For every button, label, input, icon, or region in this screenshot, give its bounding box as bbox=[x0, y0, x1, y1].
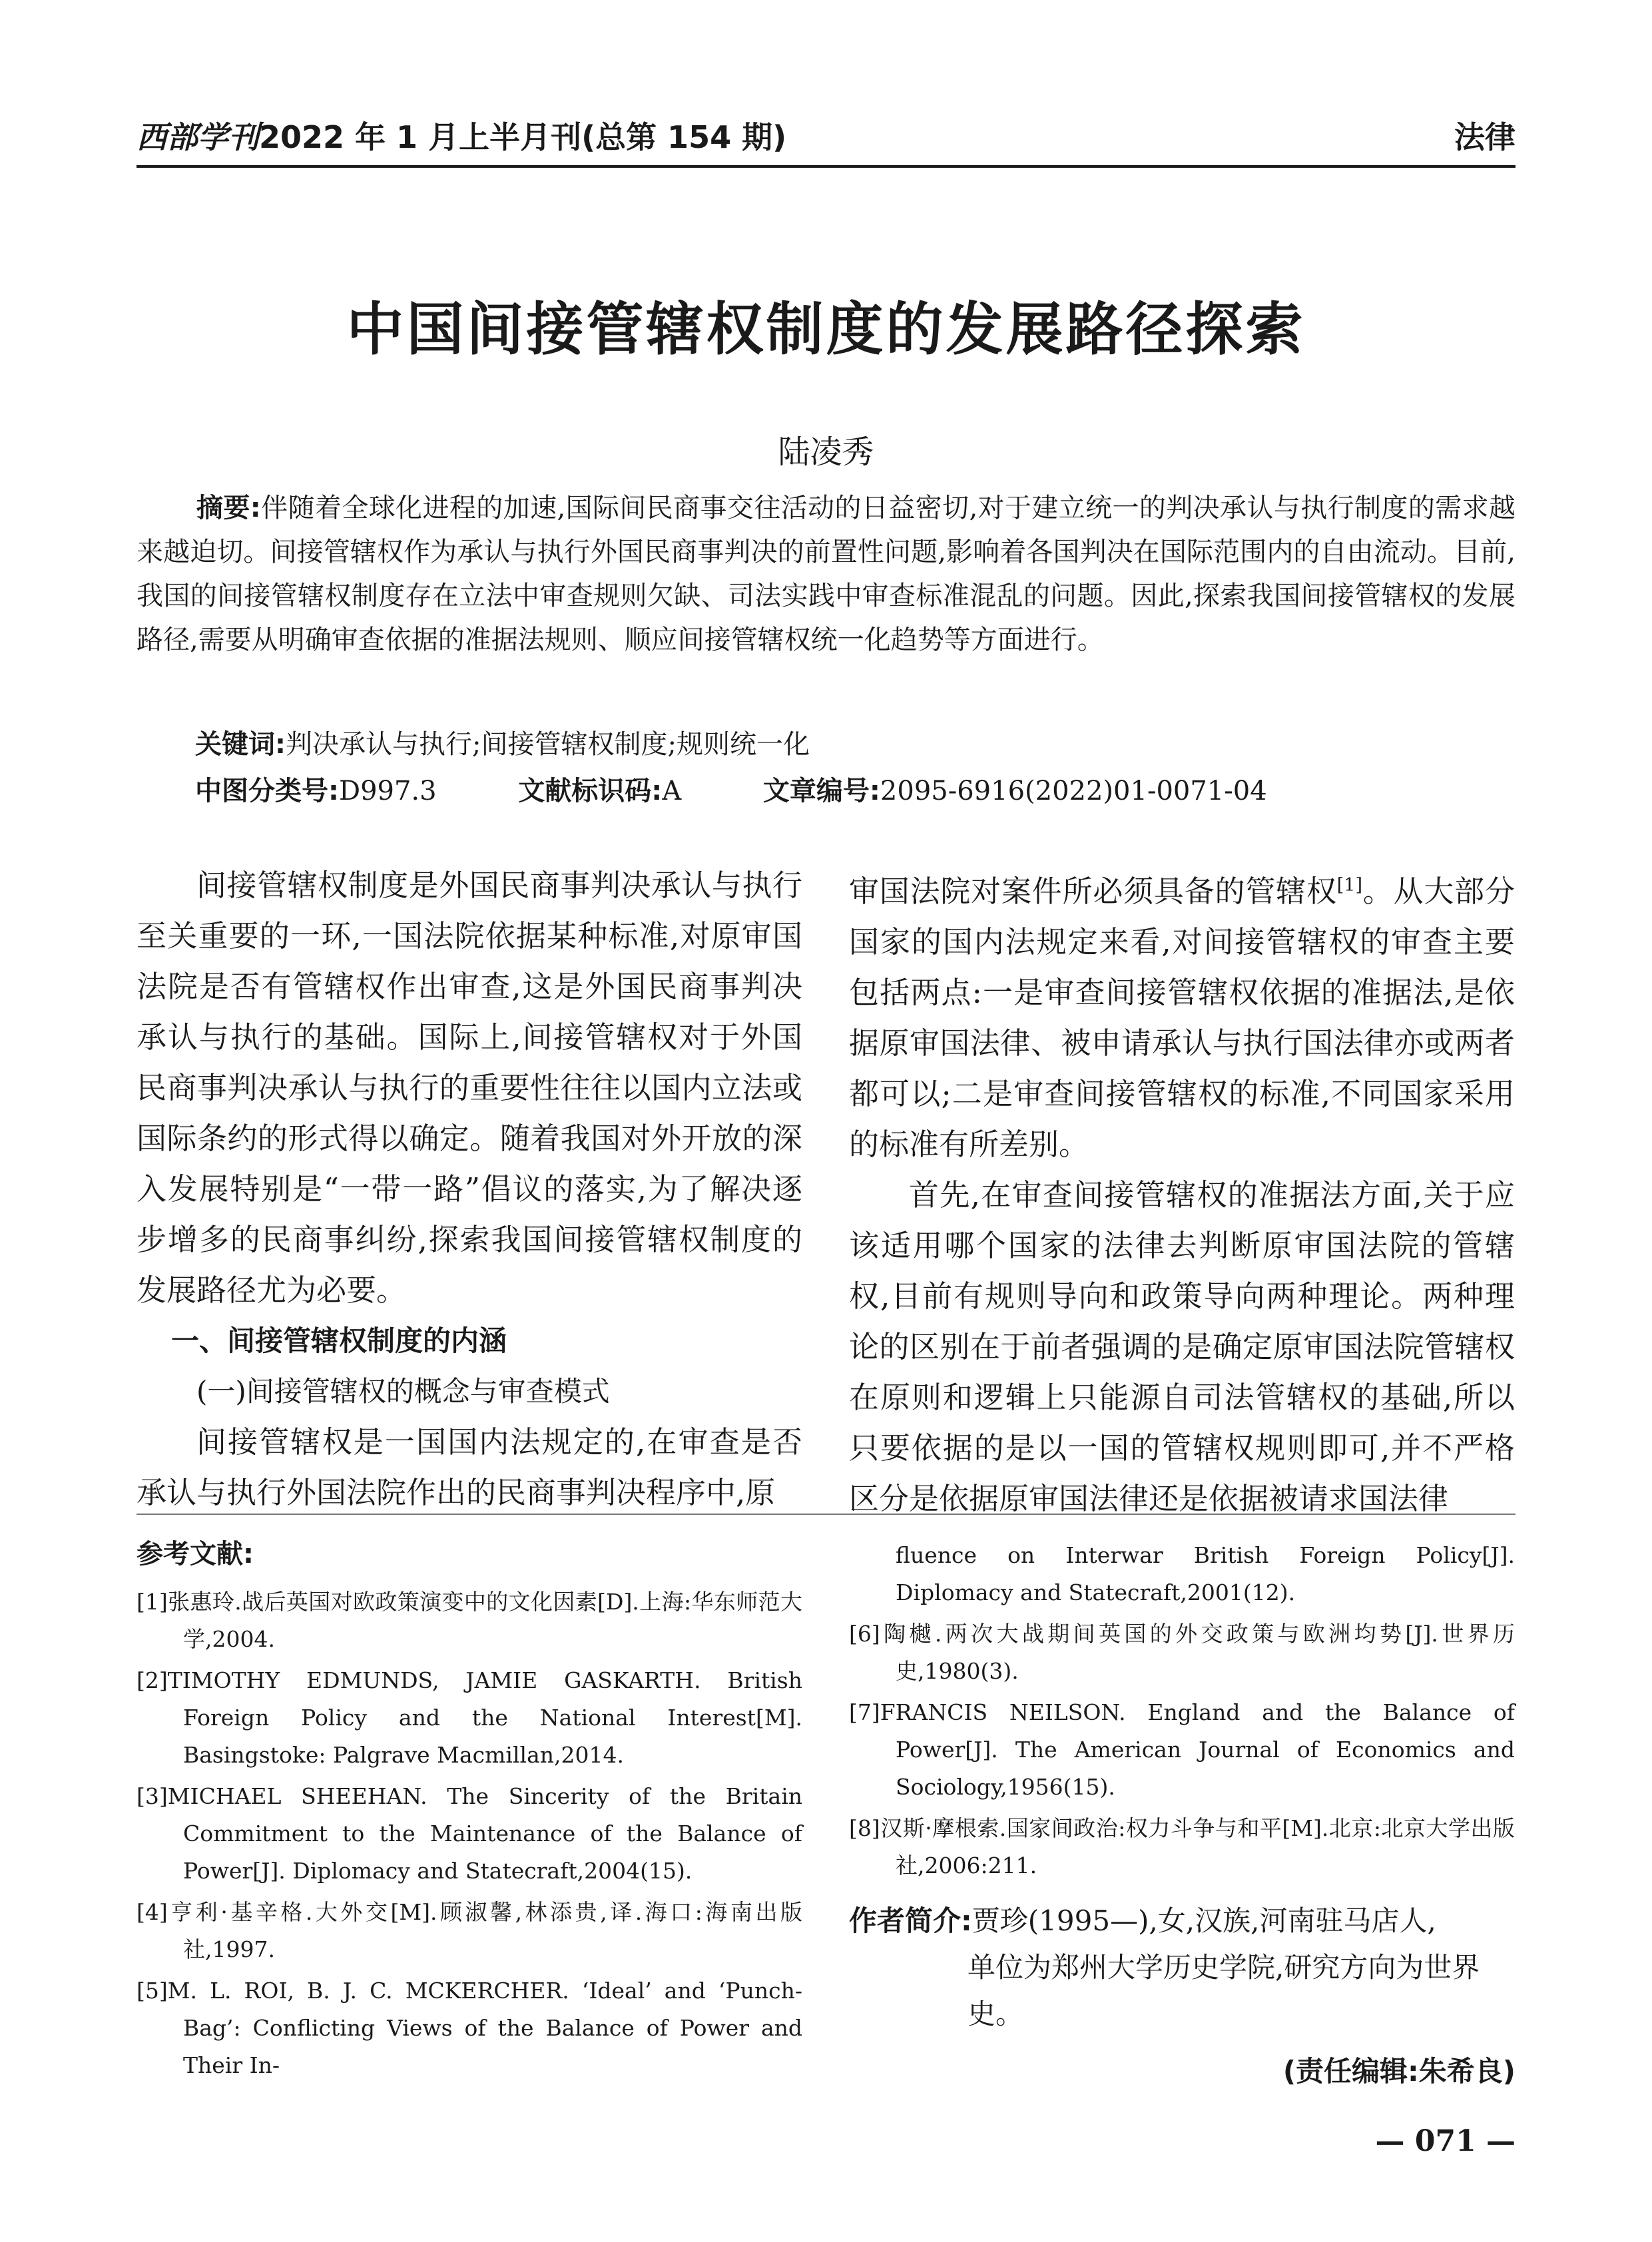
body-paragraph-continued bbox=[849, 860, 1515, 1170]
abstract-label: 摘要: bbox=[196, 493, 261, 523]
reference-continuation: fluence on Interwar British Foreign Policy[J]. Diplomacy and Statecraft,2001(12). bbox=[896, 1542, 1515, 1605]
doc-code-value: A bbox=[662, 776, 682, 806]
responsible-editor: (责任编辑:朱希良) bbox=[1282, 2055, 1515, 2088]
section-name: 法律 bbox=[1454, 119, 1515, 155]
running-header bbox=[137, 113, 786, 157]
reference-item: [8]汉斯·摩根索.国家间政治:权力斗争与和平[M].北京:北京大学出版社,2006:211. bbox=[849, 1815, 1515, 1878]
body-paragraph: 间接管辖权制度是外国民商事判决承认与执行至关重要的一环,一国法院依据某种标准,对原审国法院是否有管辖权作出审查,这是外国民商事判决承认与执行的基础。国际上,间接管辖权对于外国民商事判决承认与执行的重要性往往以国内立法或国际条约的形式得以确定。随着我国对外开放的深入发展特别是“一带一路”倡议的落实,为了解决逐步增多的民商事纠纷,探索我国间接管辖权制度的发展路径尤为必要。 bbox=[137, 868, 802, 1308]
keywords bbox=[195, 722, 810, 766]
keywords-text: 判决承认与执行;间接管辖权制度;规则统一化 bbox=[286, 729, 810, 760]
reference-item: [4]亨利·基辛格.大外交[M].顾淑馨,林添贵,译.海口:海南出版社,1997. bbox=[137, 1899, 802, 1962]
author-bio-label: 作者简介: bbox=[849, 1904, 972, 1937]
subsection-heading: (一)间接管辖权的概念与审查模式 bbox=[196, 1375, 610, 1408]
reference-item: [3]MICHAEL SHEEHAN. The Sincerity of the Britain Commitment to the Maintenance of the Balance of Power[J]. Diplomacy and Statecraft,2004(15). bbox=[137, 1783, 802, 1884]
article-author: 陆凌秀 bbox=[778, 433, 874, 471]
classification-line bbox=[195, 769, 1267, 813]
journal-logo: 西部学刊 bbox=[137, 119, 259, 155]
author-bio-rest: 单位为郑州大学历史学院,研究方向为世界史。 bbox=[967, 1951, 1480, 2030]
reference-item: [5]M. L. ROI, B. J. C. MCKERCHER. ‘Ideal’ and ‘Punch-Bag’: Conflicting Views of the Balance of Power and Their In- bbox=[137, 1978, 802, 2078]
body-text: 审国法院对案件所必须具备的管辖权 bbox=[849, 874, 1337, 909]
body-column-left bbox=[137, 860, 802, 1518]
article-no-value: 2095-6916(2022)01-0071-04 bbox=[880, 776, 1267, 806]
reference-item: [2]TIMOTHY EDMUNDS, JAMIE GASKARTH. British Foreign Policy and the National Interest[M]. Basingstoke: Palgrave Macmillan,2014. bbox=[137, 1667, 802, 1768]
author-bio bbox=[849, 1898, 1515, 2038]
references-title: 参考文献: bbox=[137, 1539, 254, 1569]
reference-item: [7]FRANCIS NEILSON. England and the Balance of Power[J]. The American Journal of Economics and Sociology,1956(15). bbox=[849, 1699, 1515, 1800]
references-left bbox=[137, 1583, 802, 2088]
body-text: 。从大部分国家的国内法规定来看,对间接管辖权的审查主要包括两点:一是审查间接管辖权依据的准据法,是依据原审国法律、被申请承认与执行国法律亦或两者都可以;二是审查间接管辖权的标准,不同国家采用的标准有所差别。 bbox=[849, 874, 1515, 1162]
article-title: 中国间接管辖权制度的发展路径探索 bbox=[346, 296, 1306, 363]
doc-code-label: 文献标识码: bbox=[518, 776, 663, 806]
page-number: — 071 — bbox=[1375, 2124, 1515, 2158]
references-rule bbox=[137, 1514, 1515, 1515]
reference-item: [1]张惠玲.战后英国对欧政策演变中的文化因素[D].上海:华东师范大学,2004. bbox=[137, 1589, 802, 1652]
body-column-right bbox=[849, 860, 1515, 1524]
author-bio-line: 贾珍(1995—),女,汉族,河南驻马店人, bbox=[971, 1904, 1436, 1937]
section-heading: 一、间接管辖权制度的内涵 bbox=[171, 1324, 507, 1357]
abstract bbox=[137, 486, 1515, 662]
body-paragraph: 间接管辖权是一国国内法规定的,在审查是否承认与执行外国法院作出的民商事判决程序中,原 bbox=[137, 1424, 802, 1510]
citation-marker[interactable]: [1] bbox=[1336, 875, 1362, 896]
issue-info: 2022 年 1 月上半月刊(总第 154 期) bbox=[259, 119, 787, 155]
header-rule bbox=[137, 165, 1515, 168]
abstract-text: 伴随着全球化进程的加速,国际间民商事交往活动的日益密切,对于建立统一的判决承认与执行制度的需求越来越迫切。间接管辖权作为承认与执行外国民商事判决的前置性问题,影响着各国判决在国际范围内的自由流动。目前,我国的间接管辖权制度存在立法中审查规则欠缺、司法实践中审查标准混乱的问题。因此,探索我国间接管辖权的发展路径,需要从明确审查依据的准据法规则、顺应间接管辖权统一化趋势等方面进行。 bbox=[137, 493, 1515, 655]
reference-item: [6]陶樾.两次大战期间英国的外交政策与欧洲均势[J].世界历史,1980(3). bbox=[849, 1621, 1515, 1684]
references-right bbox=[849, 1537, 1515, 1888]
keywords-label: 关键词: bbox=[195, 729, 286, 760]
clc-value: D997.3 bbox=[339, 776, 437, 806]
article-no-label: 文章编号: bbox=[762, 776, 880, 806]
clc-label: 中图分类号: bbox=[195, 776, 339, 806]
body-paragraph: 首先,在审查间接管辖权的准据法方面,关于应该适用哪个国家的法律去判断原审国法院的管辖权,目前有规则导向和政策导向两种理论。两种理论的区别在于前者强调的是确定原审国法院管辖权在原则和逻辑上只能源自司法管辖权的基础,所以只要依据的是以一国的管辖权规则即可,并不严格区分是依据原审国法律还是依据被请求国法律 bbox=[849, 1177, 1515, 1516]
